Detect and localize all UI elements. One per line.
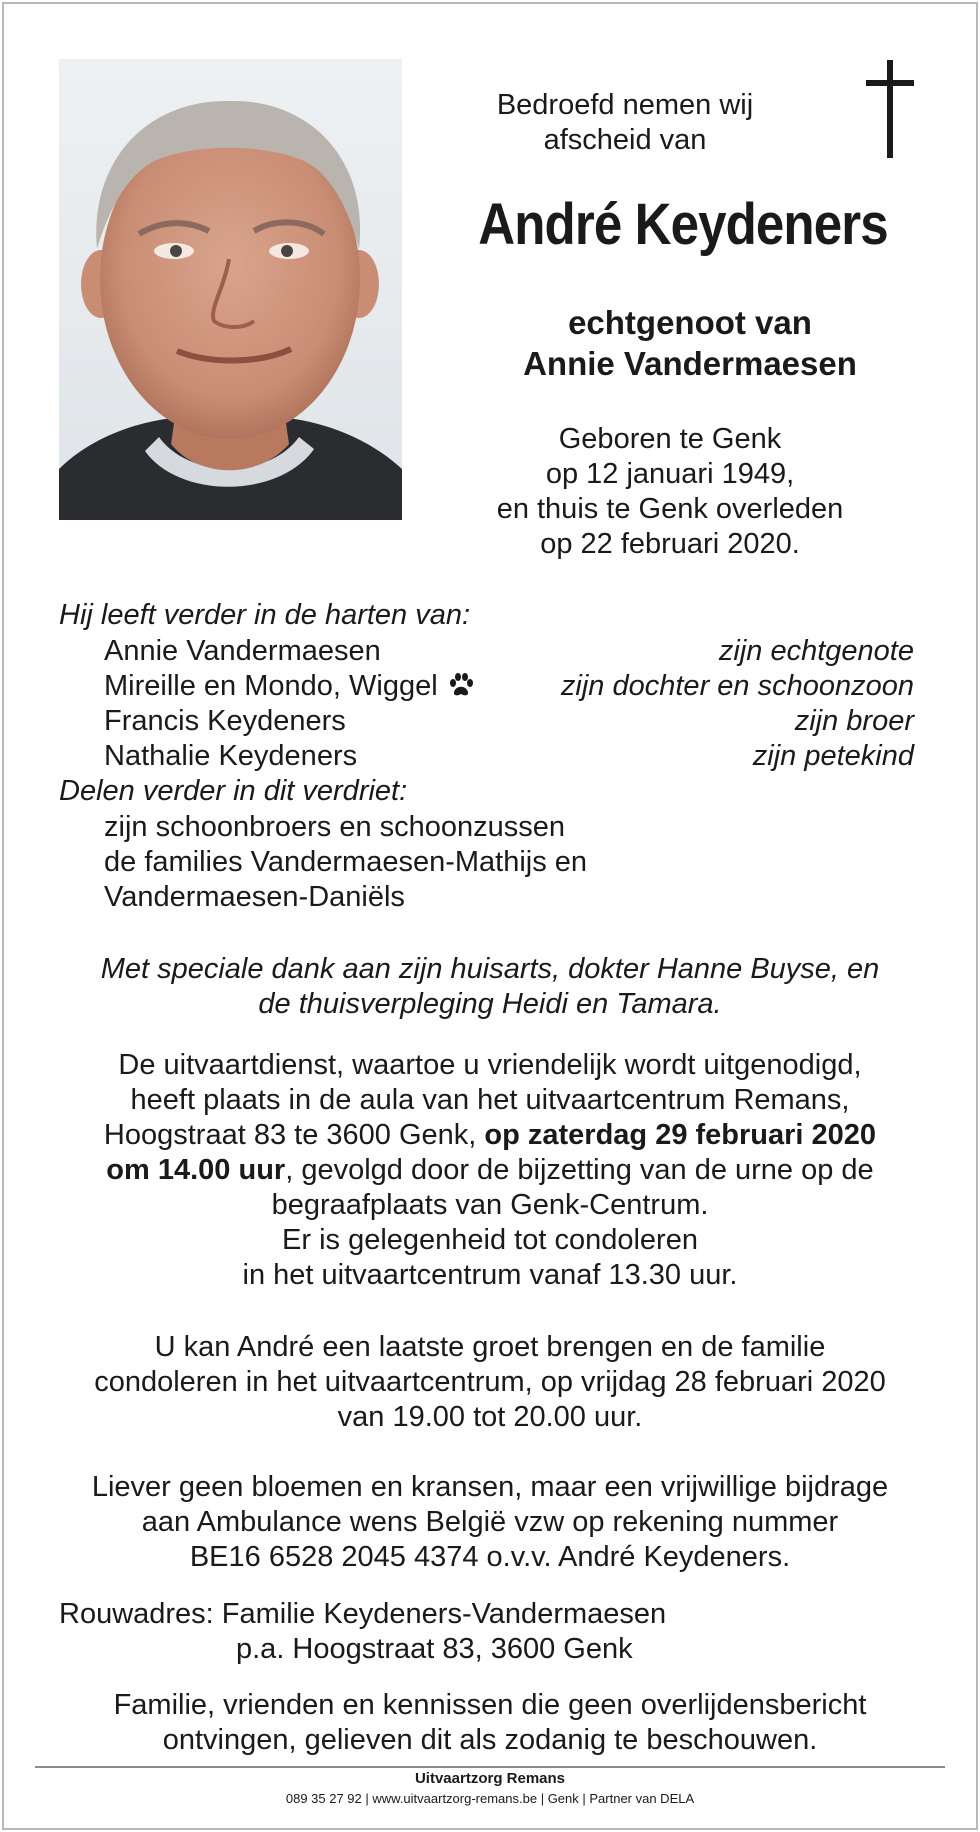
mourning-address-line: Rouwadres: Familie Keydeners-Vandermaesen bbox=[59, 1598, 667, 1630]
service-line bbox=[40, 1118, 940, 1153]
funeral-company-name: Uitvaartzorg Remans bbox=[414, 1770, 566, 1787]
birth-line: en thuis te Genk overleden bbox=[496, 493, 844, 525]
family-member-relation: zijn echtgenote bbox=[718, 635, 914, 667]
family-member-name: Nathalie Keydeners bbox=[104, 740, 358, 772]
spouse-name: Annie Vandermaesen bbox=[523, 345, 857, 382]
funeral-company-contact: 089 35 27 92 | www.uitvaartzorg-remans.be | Genk | Partner van DELA bbox=[285, 1791, 695, 1806]
service-date: op zaterdag 29 februari 2020 bbox=[484, 1119, 877, 1151]
donation-line: Liever geen bloemen en kransen, maar een vrijwillige bijdrage bbox=[91, 1471, 889, 1503]
service-address: Hoogstraat 83 te 3600 Genk, bbox=[103, 1119, 485, 1151]
mourning-address-line: p.a. Hoogstraat 83, 3600 Genk bbox=[236, 1633, 633, 1665]
family-member-relation: zijn dochter en schoonzoon bbox=[560, 670, 914, 702]
family-member-name: Mireille en Mondo, Wiggel bbox=[104, 670, 438, 702]
birth-line: op 22 februari 2020. bbox=[540, 528, 800, 560]
donation-paragraph bbox=[40, 1470, 940, 1575]
family-member-relation: zijn petekind bbox=[752, 740, 914, 772]
closing-paragraph bbox=[40, 1688, 940, 1758]
visit-paragraph bbox=[40, 1330, 940, 1435]
donation-line: aan Ambulance wens België vzw op rekening nummer bbox=[141, 1506, 839, 1538]
share-list bbox=[104, 810, 587, 915]
closing-line: ontvingen, gelieven dit als zodanig te beschouwen. bbox=[162, 1724, 818, 1756]
visit-line: van 19.00 tot 20.00 uur. bbox=[337, 1401, 643, 1433]
thanks-line: Met speciale dank aan zijn huisarts, dokter Hanne Buyse, en bbox=[100, 953, 880, 985]
service-line: in het uitvaartcentrum vanaf 13.30 uur. bbox=[242, 1259, 738, 1291]
closing-line: Familie, vrienden en kennissen die geen overlijdensbericht bbox=[113, 1689, 867, 1721]
service-paragraph bbox=[40, 1048, 940, 1293]
mourning-address bbox=[59, 1597, 666, 1667]
family-member-relation: zijn broer bbox=[794, 705, 914, 737]
family-member-row bbox=[104, 704, 914, 739]
spouse-label: echtgenoot van bbox=[568, 304, 812, 341]
footer-divider bbox=[35, 1766, 945, 1768]
cross-icon bbox=[860, 60, 920, 160]
family-member-row bbox=[104, 739, 914, 774]
spouse-block bbox=[430, 302, 950, 384]
portrait-photo bbox=[59, 59, 402, 520]
share-heading: Delen verder in dit verdriet: bbox=[59, 775, 408, 807]
service-text: , gevolgd door de bijzetting van de urne op de bbox=[285, 1154, 874, 1186]
paw-print-icon bbox=[448, 671, 474, 706]
service-line: begraafplaats van Genk-Centrum. bbox=[271, 1189, 709, 1221]
visit-line: condoleren in het uitvaartcentrum, op vrijdag 28 februari 2020 bbox=[94, 1366, 886, 1398]
hearts-heading: Hij leeft verder in de harten van: bbox=[59, 599, 471, 631]
family-member-row bbox=[104, 669, 914, 704]
share-line: de families Vandermaesen-Mathijs en bbox=[104, 846, 588, 878]
share-line: Vandermaesen-Daniëls bbox=[104, 881, 405, 913]
intro-line: afscheid van bbox=[543, 124, 707, 156]
birth-death-info bbox=[450, 422, 890, 562]
service-line bbox=[40, 1153, 940, 1188]
service-line: heeft plaats in de aula van het uitvaartcentrum Remans, bbox=[130, 1084, 850, 1116]
deceased-name: André Keydeners bbox=[478, 192, 888, 257]
visit-line: U kan André een laatste groet brengen en de familie bbox=[154, 1331, 826, 1363]
intro-text bbox=[470, 88, 780, 158]
family-member-name: Francis Keydeners bbox=[104, 705, 346, 737]
birth-line: op 12 januari 1949, bbox=[545, 458, 795, 490]
service-time: om 14.00 uur bbox=[106, 1154, 286, 1186]
service-line: Er is gelegenheid tot condoleren bbox=[282, 1224, 698, 1256]
family-member-name: Annie Vandermaesen bbox=[104, 635, 381, 667]
thanks-paragraph bbox=[40, 952, 940, 1022]
intro-line: Bedroefd nemen wij bbox=[496, 89, 754, 121]
share-line: zijn schoonbroers en schoonzussen bbox=[104, 811, 566, 843]
family-member-row bbox=[104, 634, 914, 669]
donation-line: BE16 6528 2045 4374 o.v.v. André Keydeners. bbox=[189, 1541, 791, 1573]
service-line: De uitvaartdienst, waartoe u vriendelijk wordt uitgenodigd, bbox=[118, 1049, 862, 1081]
birth-line: Geboren te Genk bbox=[558, 423, 782, 455]
thanks-line: de thuisverpleging Heidi en Tamara. bbox=[258, 988, 722, 1020]
